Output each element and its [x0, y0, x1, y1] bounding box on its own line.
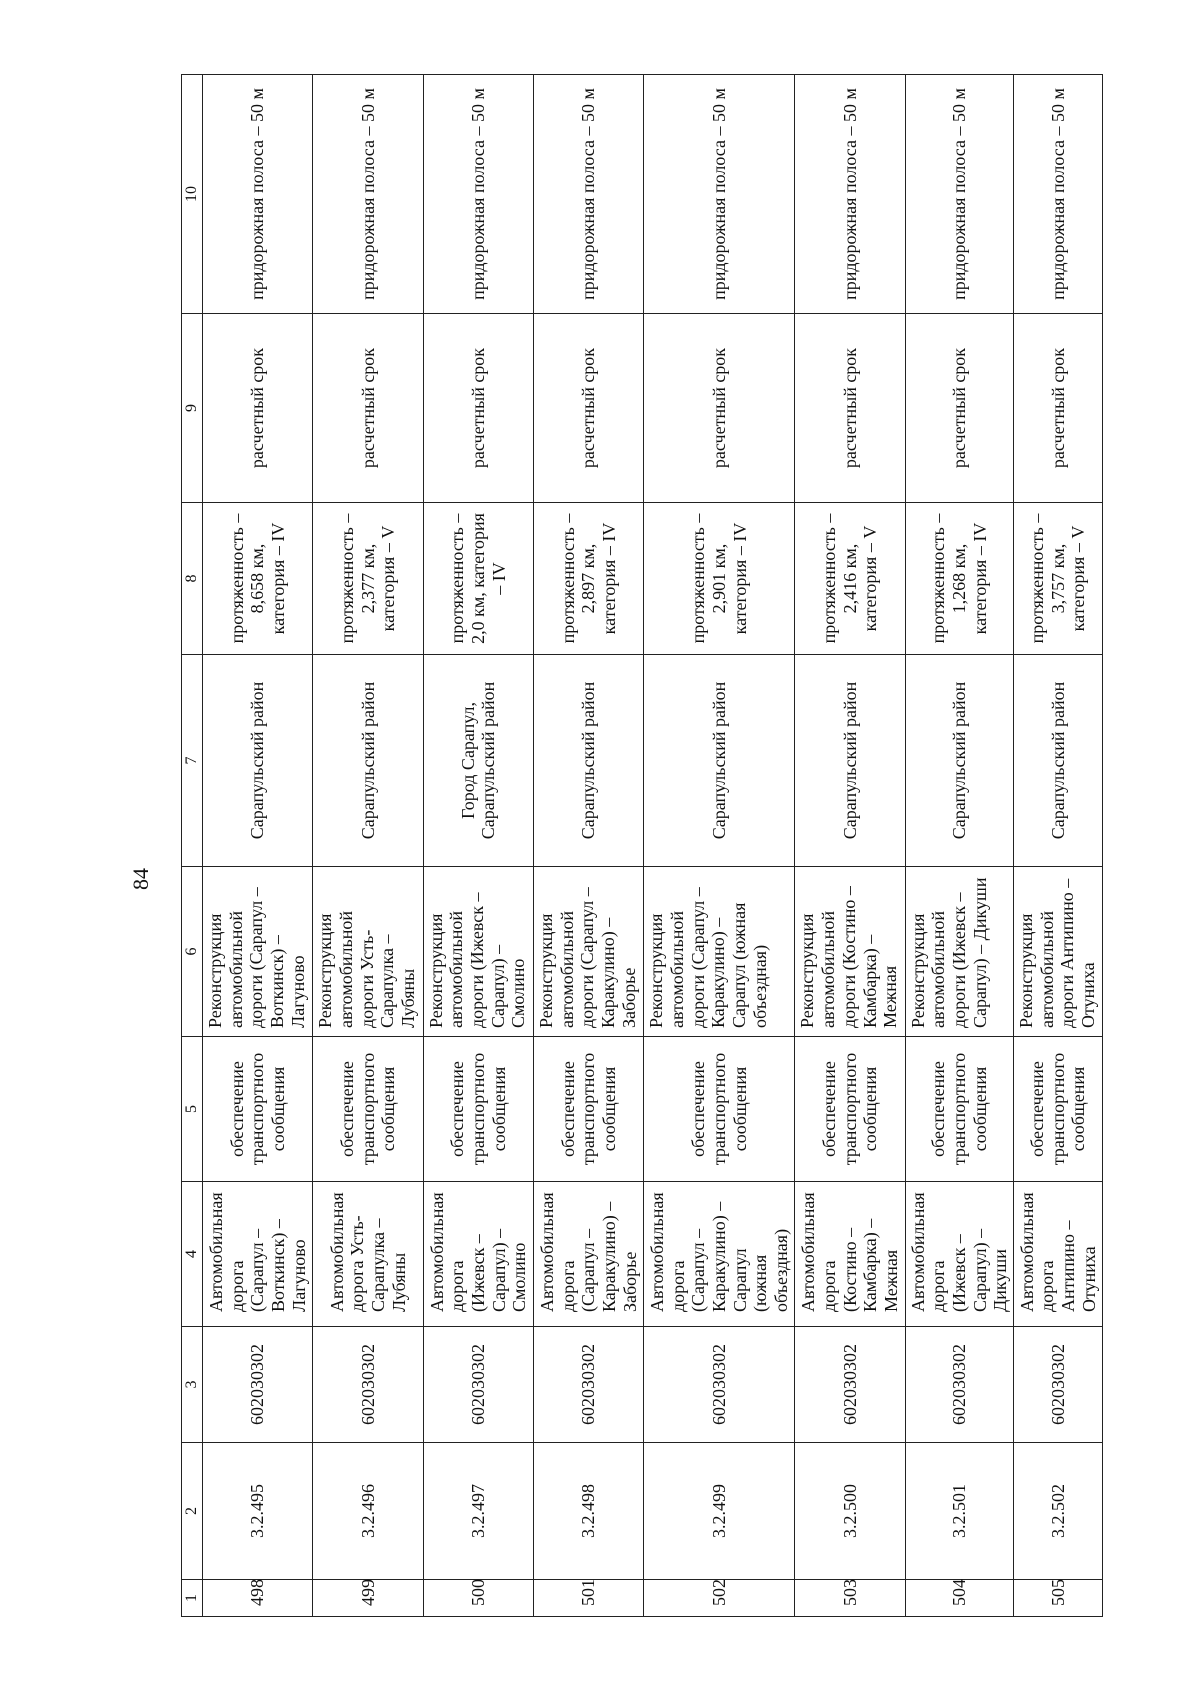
col-header-2: 2 — [182, 1443, 203, 1580]
object-name: Автомобильная дорога (Сарапул – Каракулино) – Сарапул (южная объездная) — [644, 1182, 795, 1327]
table-row — [905, 75, 1013, 1617]
col-header-10: 10 — [182, 75, 203, 314]
object-purpose: обеспечение транспортного сообщения — [533, 1037, 643, 1182]
work-description: Реконструкция автомобильной дороги (Ижевск – Сарапул) – Смолино — [423, 867, 533, 1037]
oktmo-code: 602030302 — [795, 1327, 905, 1443]
col-header-1: 1 — [182, 1580, 203, 1617]
object-name: Автомобильная дорога (Костино – Камбарка) – Межная — [795, 1182, 905, 1327]
implementation-term: расчетный срок — [423, 314, 533, 503]
header-row — [182, 75, 203, 1617]
table-row — [1014, 75, 1103, 1617]
object-location: Сарапульский район — [905, 655, 1013, 867]
object-name: Автомобильная дорога (Сарапул – Каракулино) – Заборье — [533, 1182, 643, 1327]
object-name: Автомобильная дорога (Сарапул – Воткинск) – Лагуново — [203, 1182, 313, 1327]
object-purpose: обеспечение транспортного сообщения — [644, 1037, 795, 1182]
object-name: Автомобильная дорога (Ижевск – Сарапул) – Смолино — [423, 1182, 533, 1327]
table-row — [795, 75, 905, 1617]
table-row — [423, 75, 533, 1617]
table-row — [533, 75, 643, 1617]
object-purpose: обеспечение транспортного сообщения — [795, 1037, 905, 1182]
object-code: 3.2.500 — [795, 1443, 905, 1580]
oktmo-code: 602030302 — [203, 1327, 313, 1443]
object-code: 3.2.495 — [203, 1443, 313, 1580]
object-characteristics: протяженность – 2,897 км, категория – IV — [533, 503, 643, 655]
restriction-zone: придорожная полоса – 50 м — [533, 75, 643, 314]
work-description: Реконструкция автомобильной дороги Антипино – Отуниха — [1014, 867, 1103, 1037]
row-number: 504 — [905, 1580, 1013, 1617]
work-description: Реконструкция автомобильной дороги (Сарапул – Воткинск) – Лагуново — [203, 867, 313, 1037]
object-purpose: обеспечение транспортного сообщения — [313, 1037, 423, 1182]
objects-table — [181, 74, 1103, 1617]
object-characteristics: протяженность – 1,268 км, категория – IV — [905, 503, 1013, 655]
object-code: 3.2.498 — [533, 1443, 643, 1580]
row-number: 503 — [795, 1580, 905, 1617]
object-purpose: обеспечение транспортного сообщения — [203, 1037, 313, 1182]
table-row — [644, 75, 795, 1617]
object-purpose: обеспечение транспортного сообщения — [1014, 1037, 1103, 1182]
restriction-zone: придорожная полоса – 50 м — [203, 75, 313, 314]
object-code: 3.2.497 — [423, 1443, 533, 1580]
implementation-term: расчетный срок — [533, 314, 643, 503]
work-description: Реконструкция автомобильной дороги Усть-Сарапулка – Лубяны — [313, 867, 423, 1037]
row-number: 501 — [533, 1580, 643, 1617]
object-code: 3.2.502 — [1014, 1443, 1103, 1580]
work-description: Реконструкция автомобильной дороги (Сарапул – Каракулино) – Заборье — [533, 867, 643, 1037]
object-characteristics: протяженность – 2,0 км, категория – IV — [423, 503, 533, 655]
implementation-term: расчетный срок — [313, 314, 423, 503]
oktmo-code: 602030302 — [423, 1327, 533, 1443]
restriction-zone: придорожная полоса – 50 м — [423, 75, 533, 314]
object-characteristics: протяженность – 2,416 км, категория – V — [795, 503, 905, 655]
col-header-7: 7 — [182, 655, 203, 867]
col-header-9: 9 — [182, 314, 203, 503]
object-characteristics: протяженность – 2,901 км, категория – IV — [644, 503, 795, 655]
restriction-zone: придорожная полоса – 50 м — [795, 75, 905, 314]
work-description: Реконструкция автомобильной дороги (Сарапул – Каракулино) – Сарапул (южная объездная) — [644, 867, 795, 1037]
restriction-zone: придорожная полоса – 50 м — [313, 75, 423, 314]
restriction-zone: придорожная полоса – 50 м — [905, 75, 1013, 314]
restriction-zone: придорожная полоса – 50 м — [1014, 75, 1103, 314]
object-code: 3.2.501 — [905, 1443, 1013, 1580]
object-name: Автомобильная дорога Антипино – Отуниха — [1014, 1182, 1103, 1327]
row-number: 499 — [313, 1580, 423, 1617]
implementation-term: расчетный срок — [795, 314, 905, 503]
object-location: Сарапульский район — [1014, 655, 1103, 867]
row-number: 498 — [203, 1580, 313, 1617]
rotated-table-container — [181, 75, 1103, 1617]
oktmo-code: 602030302 — [905, 1327, 1013, 1443]
object-name: Автомобильная дорога (Ижевск – Сарапул) – Дикуши — [905, 1182, 1013, 1327]
row-number: 502 — [644, 1580, 795, 1617]
object-purpose: обеспечение транспортного сообщения — [423, 1037, 533, 1182]
object-location: Сарапульский район — [313, 655, 423, 867]
table-row — [203, 75, 313, 1617]
col-header-6: 6 — [182, 867, 203, 1037]
object-code: 3.2.499 — [644, 1443, 795, 1580]
object-location: Сарапульский район — [203, 655, 313, 867]
object-characteristics: протяженность – 8,658 км, категория – IV — [203, 503, 313, 655]
object-characteristics: протяженность – 3,757 км, категория – V — [1014, 503, 1103, 655]
col-header-4: 4 — [182, 1182, 203, 1327]
object-location: Сарапульский район — [795, 655, 905, 867]
work-description: Реконструкция автомобильной дороги (Ижевск – Сарапул) – Дикуши — [905, 867, 1013, 1037]
page-number: 84 — [128, 868, 153, 890]
row-number: 500 — [423, 1580, 533, 1617]
oktmo-code: 602030302 — [1014, 1327, 1103, 1443]
implementation-term: расчетный срок — [644, 314, 795, 503]
oktmo-code: 602030302 — [313, 1327, 423, 1443]
object-name: Автомобильная дорога Усть-Сарапулка – Лубяны — [313, 1182, 423, 1327]
restriction-zone: придорожная полоса – 50 м — [644, 75, 795, 314]
col-header-5: 5 — [182, 1037, 203, 1182]
object-code: 3.2.496 — [313, 1443, 423, 1580]
implementation-term: расчетный срок — [203, 314, 313, 503]
implementation-term: расчетный срок — [1014, 314, 1103, 503]
object-location: Город Сарапул, Сарапульский район — [423, 655, 533, 867]
col-header-8: 8 — [182, 503, 203, 655]
implementation-term: расчетный срок — [905, 314, 1013, 503]
object-location: Сарапульский район — [533, 655, 643, 867]
oktmo-code: 602030302 — [533, 1327, 643, 1443]
row-number: 505 — [1014, 1580, 1103, 1617]
table-row — [313, 75, 423, 1617]
object-purpose: обеспечение транспортного сообщения — [905, 1037, 1013, 1182]
oktmo-code: 602030302 — [644, 1327, 795, 1443]
object-characteristics: протяженность – 2,377 км, категория – V — [313, 503, 423, 655]
object-location: Сарапульский район — [644, 655, 795, 867]
work-description: Реконструкция автомобильной дороги (Костино – Камбарка) – Межная — [795, 867, 905, 1037]
col-header-3: 3 — [182, 1327, 203, 1443]
